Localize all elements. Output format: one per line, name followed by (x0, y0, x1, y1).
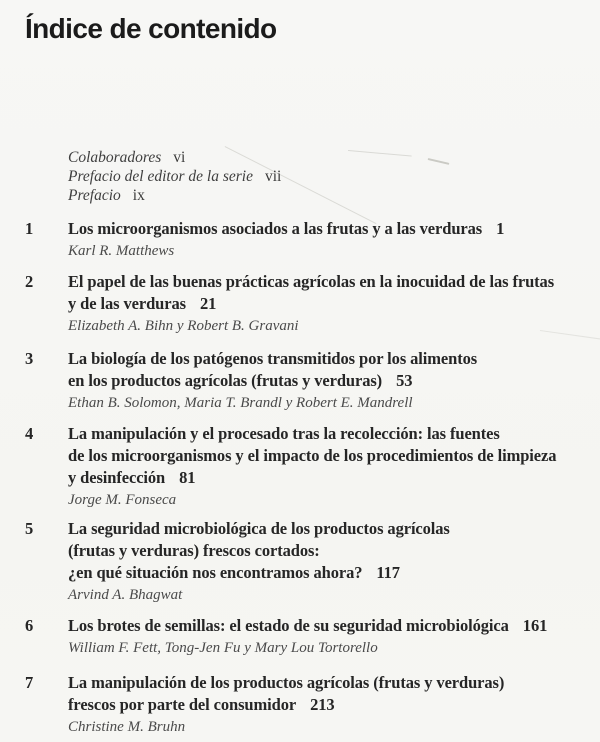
chapter-title: La manipulación y el procesado tras la recolección: las fuentes (68, 424, 500, 443)
front-matter-label: Prefacio (68, 187, 121, 204)
scan-artifact (348, 150, 412, 157)
chapter-page-number: 53 (396, 371, 413, 390)
chapter-entry-1 (25, 218, 600, 262)
front-matter-page-number: ix (132, 187, 145, 204)
chapter-number: 7 (25, 673, 34, 692)
chapter-title: La manipulación de los productos agrícolas (frutas y verduras) (68, 673, 505, 692)
chapter-title: en los productos agrícolas (frutas y verduras) 53 (68, 371, 413, 390)
chapter-number: 6 (25, 616, 34, 635)
chapter-page-number: 161 (522, 616, 548, 635)
chapter-page-number: 213 (310, 695, 335, 714)
front-matter-item (68, 186, 281, 205)
chapter-authors: Arvind A. Bhagwat (68, 587, 183, 603)
chapter-entry-3 (25, 348, 600, 414)
chapter-entry-4 (25, 423, 600, 511)
chapter-title: El papel de las buenas prácticas agrícolas en la inocuidad de las frutas (68, 272, 555, 291)
chapter-entry-7 (25, 672, 600, 738)
front-matter-label: Colaboradores (68, 149, 162, 166)
chapter-page-number: 1 (496, 219, 505, 238)
chapter-entry-5 (25, 518, 600, 606)
front-matter-list (68, 148, 281, 205)
page-title: Índice de contenido (25, 13, 277, 44)
chapter-number: 4 (25, 424, 34, 443)
chapter-authors: Jorge M. Fonseca (68, 492, 177, 508)
chapter-title: La seguridad microbiológica de los productos agrícolas (68, 519, 450, 538)
front-matter-page-number: vii (264, 168, 282, 185)
chapter-number: 1 (25, 219, 34, 238)
chapter-title: frescos por parte del consumidor 213 (68, 695, 335, 714)
chapter-authors: Karl R. Matthews (68, 243, 175, 259)
chapter-number: 5 (25, 519, 34, 538)
chapter-page-number: 21 (199, 294, 217, 313)
chapter-entry-2 (25, 271, 600, 337)
chapter-title: (frutas y verduras) frescos cortados: (68, 541, 320, 560)
front-matter-item (68, 148, 281, 167)
chapter-title: Los microorganismos asociados a las frutas y a las verduras 1 (68, 219, 505, 238)
chapter-authors: Ethan B. Solomon, Maria T. Brandl y Robert E. Mandrell (68, 395, 413, 411)
chapter-authors: Elizabeth A. Bihn y Robert B. Gravani (68, 318, 299, 334)
scan-artifact (428, 158, 450, 165)
chapter-number: 3 (25, 349, 34, 368)
chapter-page-number: 81 (179, 468, 196, 487)
chapter-title: de los microorganismos y el impacto de los procedimientos de limpieza (68, 446, 557, 465)
chapter-title: Los brotes de semillas: el estado de su seguridad microbiológica 161 (68, 616, 548, 635)
chapter-authors: Christine M. Bruhn (68, 719, 186, 735)
front-matter-label: Prefacio del editor de la serie (68, 168, 253, 185)
front-matter-item (68, 167, 281, 186)
chapter-entry-6 (25, 615, 600, 659)
chapter-authors: William F. Fett, Tong-Jen Fu y Mary Lou Tortorello (68, 640, 378, 656)
chapter-number: 2 (25, 272, 34, 291)
chapter-title: y de las verduras 21 (68, 294, 217, 313)
chapter-title: y desinfección 81 (68, 468, 196, 487)
chapter-page-number: 117 (376, 563, 400, 582)
chapter-title: La biología de los patógenos transmitidos por los alimentos (68, 349, 478, 368)
front-matter-page-number: vi (173, 149, 186, 166)
chapter-title: ¿en qué situación nos encontramos ahora? 117 (68, 563, 400, 582)
